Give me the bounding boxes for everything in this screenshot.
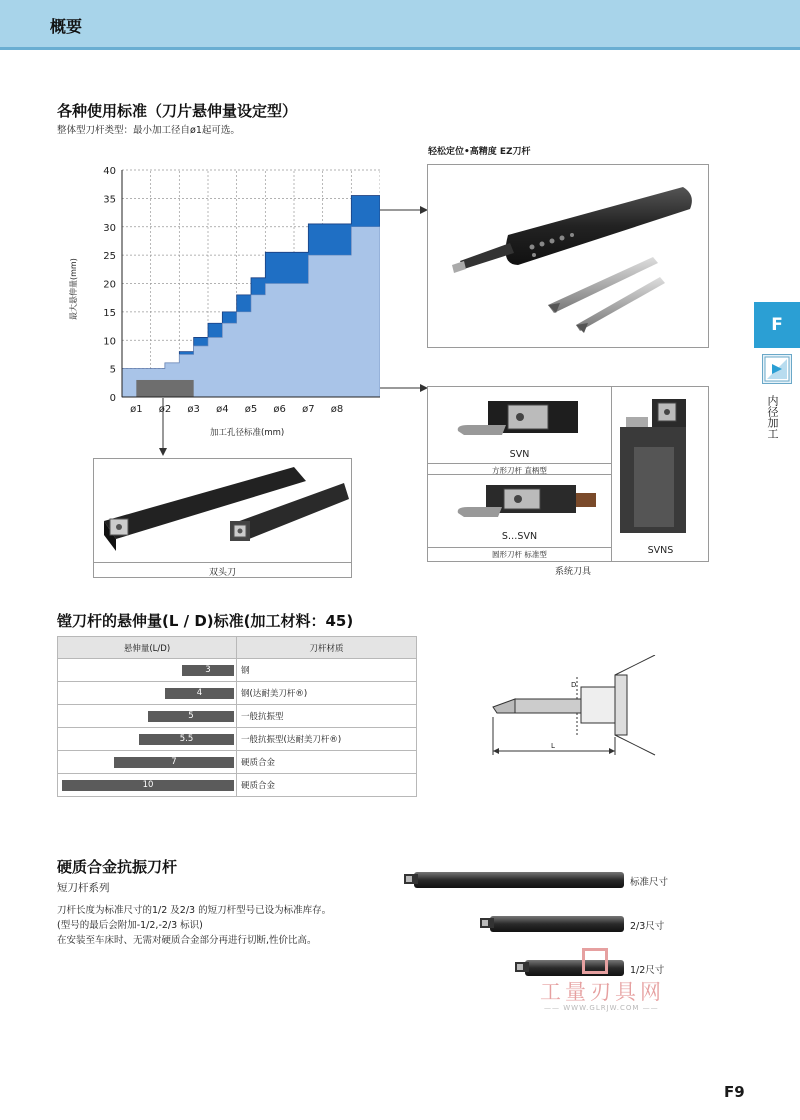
watermark-text: 工量刃具网: [540, 980, 665, 1004]
svn-cell: [428, 387, 612, 475]
x-tick-label: ø6: [273, 404, 286, 415]
ld-bar: 4: [165, 688, 234, 699]
section1-subtitle: 整体型刀杆类型：最小加工径自ø1起可选。: [57, 125, 240, 136]
svn-caption: 方形刀杆 直柄型: [492, 466, 547, 475]
y-tick-label: 25: [103, 251, 116, 263]
ld-bar: 10: [62, 780, 234, 791]
system-tools-footer: 系统刀具: [555, 567, 592, 577]
ld-bar: 7: [114, 757, 234, 768]
ld-col-overhang: 悬伸量(L/D): [58, 637, 237, 659]
svns-label: SVNS: [647, 545, 674, 556]
system-tools-panel: [427, 386, 709, 562]
page-number: F9: [724, 1083, 745, 1101]
chart-area-base: [136, 380, 193, 397]
svn-label: SVN: [509, 449, 530, 460]
ld-diagram-d: D: [571, 681, 577, 689]
table-row: [58, 705, 417, 728]
ld-material: 一般抗振型: [237, 705, 417, 728]
bar-label-half: 1/2尺寸: [630, 965, 665, 976]
side-label: 内径加工: [766, 395, 779, 439]
y-tick-label: 15: [103, 307, 116, 319]
section-tab-f[interactable]: F: [754, 302, 800, 348]
section2-title: 镗刀杆的悬伸量(L / D)标准(加工材料：45): [57, 612, 354, 630]
section3-subtitle: 短刀杆系列: [57, 882, 110, 894]
chart-xlabel: 加工孔径标准(mm): [210, 428, 285, 438]
x-tick-label: ø7: [302, 404, 315, 415]
ez-tool-illustration: [428, 165, 708, 347]
connector-arrow-down: [157, 398, 172, 458]
overhang-chart: [60, 160, 380, 450]
chart-areas: [122, 196, 380, 397]
section3-para2: (型号的最后会附加-1/2,-2/3 标识): [57, 920, 203, 931]
section3-title: 硬质合金抗振刀杆: [57, 858, 178, 876]
chart-ylabel: 最大悬伸量(mm): [69, 258, 78, 320]
svns-illustration: [612, 387, 709, 537]
x-tick-label: ø2: [158, 404, 172, 415]
ld-col-material: 刀杆材质: [237, 637, 417, 659]
x-tick-label: ø8: [330, 404, 344, 415]
y-tick-label: 30: [103, 222, 116, 234]
x-tick-label: ø4: [216, 404, 229, 415]
y-tick-label: 40: [103, 166, 116, 177]
ez-tool-panel: [427, 164, 709, 348]
ld-material: 硬质合金: [237, 751, 417, 774]
x-tick-label: ø1: [130, 404, 143, 415]
section3-para1: 刀杆长度为标准尺寸的1/2 及2/3 的短刀杆型号已设为标准库存。: [57, 905, 332, 916]
ld-bar: 5: [148, 711, 234, 722]
section1-title: 各种使用标准（刀片悬伸量设定型）: [57, 102, 298, 120]
y-tick-label: 5: [109, 364, 116, 376]
ld-material: 钢: [237, 659, 417, 682]
ld-diagram: [485, 655, 665, 765]
watermark-logo: [582, 948, 608, 974]
section3-para3: 在安装至车床时、无需对硬质合金部分再进行切断,性价比高。: [57, 935, 317, 946]
y-tick-label: 20: [103, 279, 116, 291]
table-row: [58, 682, 417, 705]
ssvn-cell: [428, 475, 612, 562]
ssvn-label: S…SVN: [501, 531, 538, 542]
ld-material: 一般抗振型(达耐美刀杆®): [237, 728, 417, 751]
ld-diagram-l: L: [551, 742, 555, 750]
svn-illustration: [428, 387, 610, 453]
y-tick-label: 35: [103, 194, 116, 206]
double-head-illustration: [94, 459, 351, 561]
bar-label-standard: 标准尺寸: [630, 877, 669, 888]
bar-label-two-thirds: 2/3尺寸: [630, 921, 665, 932]
ld-table: [57, 636, 417, 797]
x-tick-label: ø5: [244, 404, 258, 415]
ssvn-illustration: [428, 475, 610, 535]
page-header: [0, 0, 800, 50]
ez-box-title: 轻松定位•高精度 EZ刀杆: [428, 147, 531, 157]
ssvn-caption: 圆形刀杆 标准型: [492, 550, 547, 559]
table-row: [58, 659, 417, 682]
watermark-url: —— WWW.GLRJW.COM ——: [544, 1004, 659, 1012]
ld-bar: 5.5: [139, 734, 234, 745]
ld-material: 钢(达耐美刀杆®): [237, 682, 417, 705]
table-row: [58, 728, 417, 751]
ld-bar: 3: [182, 665, 234, 676]
x-tick-label: ø3: [187, 404, 200, 415]
table-row: [58, 751, 417, 774]
y-tick-label: 10: [103, 336, 116, 348]
header-title: 概要: [50, 17, 83, 36]
double-head-label: 双头刀: [208, 568, 236, 578]
double-head-panel: [93, 458, 352, 578]
svns-cell: [612, 387, 709, 562]
inner-diameter-icon: [762, 354, 792, 384]
table-row: [58, 774, 417, 797]
ld-material: 硬质合金: [237, 774, 417, 797]
y-tick-label: 0: [109, 393, 116, 404]
